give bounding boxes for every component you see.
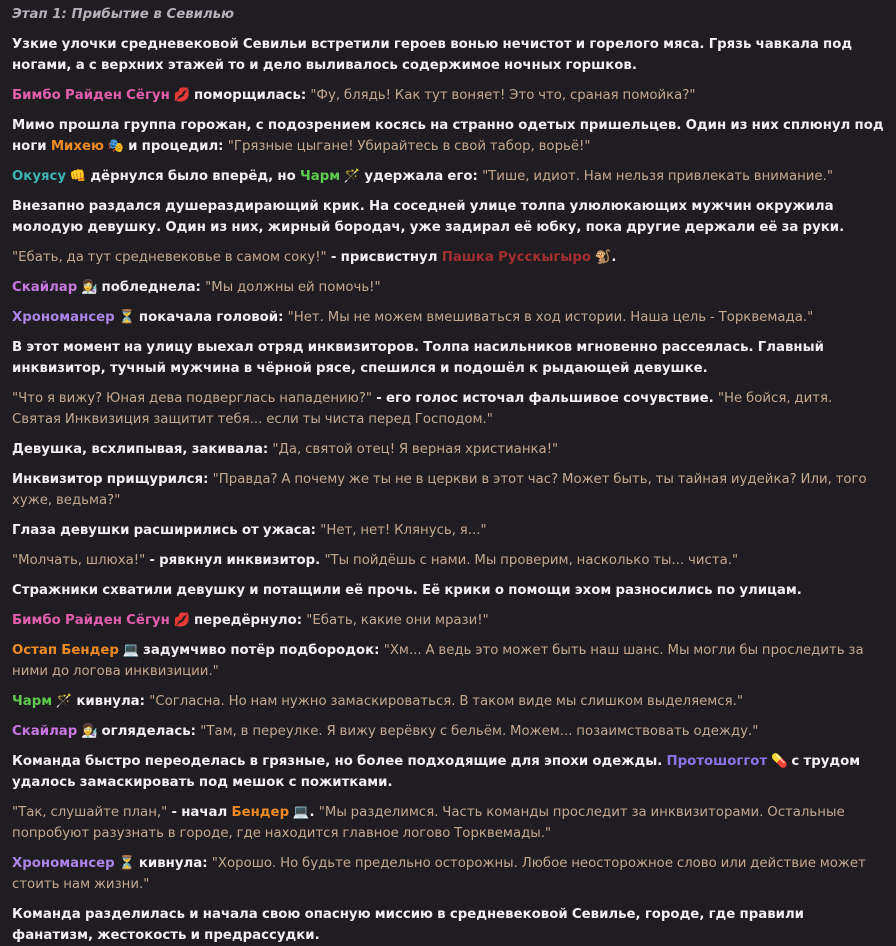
message-paragraph	[12, 388, 884, 430]
narration-text: Узкие улочки средневековой Севильи встретили героев вонью нечистот и горелого мяса. Грязь чавкала под ногами, а с верхних этажей то и дело выливалось содержимое ночных горшков.	[12, 37, 853, 73]
message-paragraph	[12, 85, 884, 106]
character-name: Окуясу	[12, 169, 67, 184]
character-emoji: 🪄	[52, 694, 77, 709]
character-emoji: 💊	[767, 754, 792, 769]
character-name: Бимбо Райден Сёгун	[12, 88, 170, 103]
character-emoji: 💻	[289, 805, 310, 820]
narration-text: огляделась:	[101, 724, 201, 739]
character-emoji: 💻	[118, 643, 144, 658]
character-name: Протошоггот	[666, 754, 768, 769]
narration-text: Глаза девушки расширились от ужаса:	[12, 523, 321, 538]
message-paragraph	[12, 196, 884, 238]
character-emoji: 🐒	[591, 250, 612, 265]
quoted-speech: "Ебать, да тут средневековье в самом соку!"	[12, 250, 327, 265]
message-paragraph	[12, 580, 884, 601]
quoted-speech: "Хорошо. Но будьте предельно осторожны. Любое неосторожное слово или действие может стоить нам жизни."	[12, 856, 866, 892]
narration-text: с трудом удалось замаскировать под мешок с пожитками.	[12, 754, 861, 790]
narration-text: поморщилась:	[193, 88, 311, 103]
quoted-speech: "Что я вижу? Юная дева подверглась нападению?"	[12, 391, 373, 406]
quoted-speech: "Мы должны ей помочь!"	[205, 280, 381, 295]
quoted-speech: "Ебать, какие они мрази!"	[306, 613, 489, 628]
narration-text: Инквизитор прищурился:	[12, 472, 213, 487]
narration-text: - присвистнул	[326, 250, 442, 265]
quoted-speech: "Согласна. Но нам нужно замаскироваться. В таком виде мы слишком выделяемся."	[149, 694, 743, 709]
character-name: Хрономансер	[12, 856, 115, 871]
quoted-speech: "Правда? А почему же ты не в церкви в этот час? Может быть, ты тайная иудейка? Или, того хуже, ведьма?"	[12, 472, 867, 508]
narration-text: Мимо прошла группа горожан, с подозрением косясь на странно одетых пришельцев. Один из них сплюнул под ноги	[12, 118, 884, 154]
narration-text: В этот момент на улицу выехал отряд инквизиторов. Толпа насильников мгновенно рассеялась. Главный инквизитор, тучный мужчина в чёрной рясе, спешился и подошёл к рыдающей девушке.	[12, 340, 824, 376]
character-emoji: ⏳	[114, 856, 139, 871]
quoted-speech: "Так, слушайте план,"	[12, 805, 168, 820]
narration-text: - его голос источал фальшивое сочувствие.	[372, 391, 718, 406]
message-paragraph	[12, 904, 884, 946]
message-paragraph	[12, 337, 884, 379]
character-name: Михею	[50, 139, 104, 154]
quoted-speech: "Не бойся, дитя. Святая Инквизиция защитит тебя... если ты чиста перед Господом."	[12, 391, 833, 427]
character-emoji: ⏳	[114, 310, 139, 325]
quoted-speech: "Там, в переулке. Я вижу верёвку с бельём. Можем... позаимствовать одежду."	[200, 724, 759, 739]
narration-text: удержала его:	[364, 169, 483, 184]
narration-text: - рявкнул инквизитор.	[145, 553, 325, 568]
message-paragraph	[12, 610, 884, 631]
character-name: Чарм	[12, 694, 53, 709]
quoted-speech: "Молчать, шлюха!"	[12, 553, 146, 568]
message-paragraph	[12, 307, 884, 328]
narration-text: Девушка, всхлипывая, закивала:	[12, 442, 273, 457]
message-paragraph	[12, 802, 884, 844]
narration-text: передёрнуло:	[193, 613, 307, 628]
narration-text: .	[611, 250, 617, 265]
narration-text: и процедил:	[128, 139, 228, 154]
narration-text: задумчиво потёр подбородок:	[143, 643, 384, 658]
character-name: Хрономансер	[12, 310, 115, 325]
character-emoji: 🎭	[103, 139, 129, 154]
character-emoji: 🪄	[340, 169, 365, 184]
message-paragraph	[12, 469, 884, 511]
message-paragraph	[12, 751, 884, 793]
message-paragraph	[12, 166, 884, 187]
narration-text: побледнела:	[101, 280, 206, 295]
character-emoji: 💋	[169, 613, 194, 628]
character-name: Скайлар	[12, 724, 78, 739]
narration-text: дёрнулся было вперёд, но	[90, 169, 300, 184]
quoted-speech: "Мы разделимся. Часть команды проследит за инквизиторами. Остальные попробуют разузнать в городе, где находится главное логово Торквемады."	[12, 805, 845, 841]
message-paragraph	[12, 640, 884, 682]
character-emoji: 👩‍🔬	[77, 280, 102, 295]
message-paragraph	[12, 691, 884, 712]
character-name: Бимбо Райден Сёгун	[12, 613, 170, 628]
narration-text: Внезапно раздался душераздирающий крик. На соседней улице толпа улюлюкающих мужчин окружила молодую девушку. Один из них, жирный бородач, уже задирал её юбку, пока другие держали её за руки.	[12, 199, 845, 235]
narration-text: кивнула:	[76, 694, 150, 709]
quoted-speech: "Нет, нет! Клянусь, я..."	[320, 523, 487, 538]
character-emoji: 👊	[66, 169, 91, 184]
character-name: Чарм	[299, 169, 341, 184]
message-paragraph	[12, 721, 884, 742]
message-paragraph	[12, 853, 884, 895]
message-paragraph	[12, 247, 884, 268]
message-paragraph	[12, 439, 884, 460]
message-paragraph	[12, 520, 884, 541]
narration-text: кивнула:	[138, 856, 212, 871]
narration-text: Стражники схватили девушку и потащили её прочь. Её крики о помощи эхом разносились по улицам.	[12, 583, 802, 598]
quoted-speech: "Нет. Мы не можем вмешиваться в ход истории. Наша цель - Торквемада."	[287, 310, 814, 325]
message-paragraph	[12, 550, 884, 571]
narration-text: Команда быстро переоделась в грязные, но более подходящие для эпохи одежды.	[12, 754, 667, 769]
narration-text: - начал	[167, 805, 232, 820]
character-name: Бендер	[231, 805, 290, 820]
message-paragraph	[12, 34, 884, 76]
narration-text: покачала головой:	[138, 310, 288, 325]
stage-title: Этап 1: Прибытие в Севилью	[12, 7, 235, 22]
character-name: Скайлар	[12, 280, 78, 295]
character-emoji: 👩‍🔬	[77, 724, 102, 739]
quoted-speech: "Фу, блядь! Как тут воняет! Это что, сраная помойка?"	[310, 88, 696, 103]
quoted-speech: "Хм... А ведь это может быть наш шанс. Мы могли бы проследить за ними до логова инквизиции."	[12, 643, 864, 679]
message-body	[12, 34, 884, 946]
quoted-speech: "Да, святой отец! Я верная христианка!"	[272, 442, 559, 457]
narration-text: Команда разделилась и начала свою опасную миссию в средневековой Севилье, городе, где правили фанатизм, жестокость и предрассудки.	[12, 907, 805, 943]
narration-text: .	[309, 805, 319, 820]
message-paragraph	[12, 115, 884, 157]
character-name: Пашка Русскыгыро	[441, 250, 592, 265]
quoted-speech: "Тише, идиот. Нам нельзя привлекать внимание."	[482, 169, 833, 184]
character-emoji: 💋	[169, 88, 194, 103]
quoted-speech: "Грязные цыгане! Убирайтесь в свой табор, ворьё!"	[227, 139, 591, 154]
character-name: Остап Бендер	[12, 643, 119, 658]
message-paragraph	[12, 277, 884, 298]
quoted-speech: "Ты пойдёшь с нами. Мы проверим, насколько ты... чиста."	[324, 553, 739, 568]
